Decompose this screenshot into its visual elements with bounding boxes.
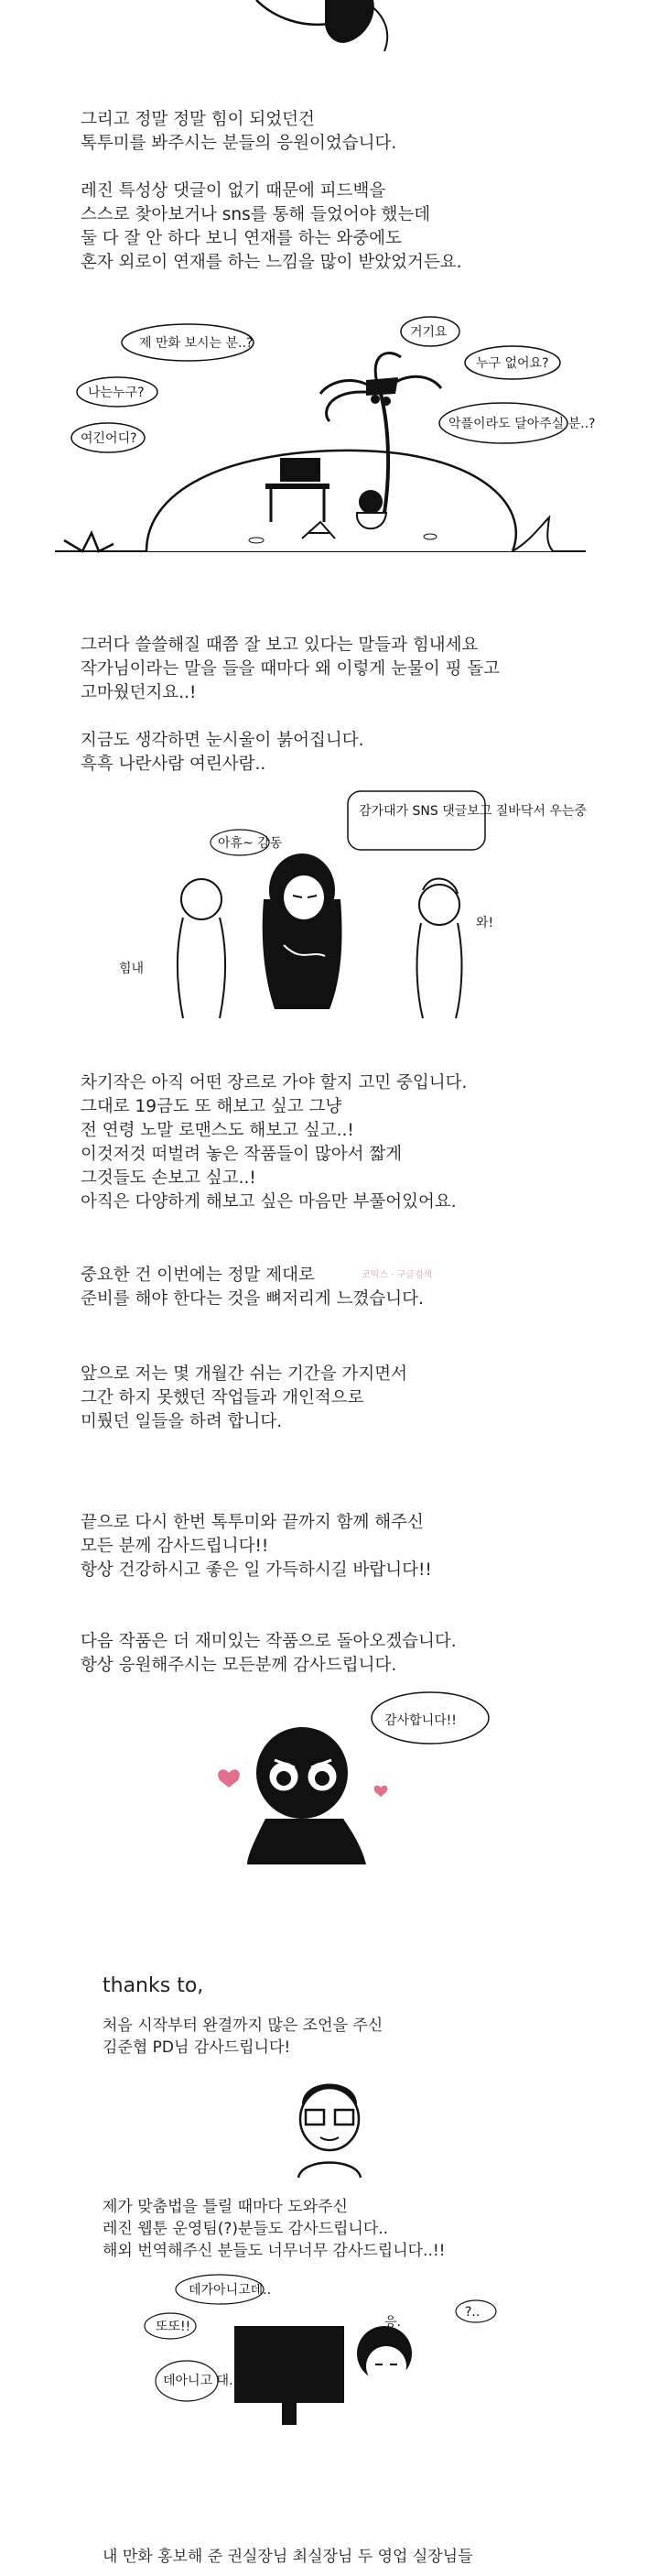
staff-bubble-2: 또또!!: [156, 2320, 191, 2334]
island-bubble-5: 여긴어디?: [81, 431, 137, 446]
text-block-9: 다음 작품은 더 재미있는 작품으로 돌아오겠습니다. 항상 응원해주시는 모든분께 감사드립니다.: [81, 1632, 457, 1675]
watermark: 코믹스 · 구글검색: [362, 1270, 433, 1280]
crowd-bubble-3: 와!: [476, 916, 494, 930]
staff-illustration: [146, 2271, 531, 2491]
island-bubble-6: 악플이라도 달아주실 분..?: [448, 417, 596, 431]
thankyou-illustration: [211, 1681, 522, 1864]
island-bubble-3: 누구 없어요?: [476, 356, 549, 371]
text-block-5: 차기작은 아직 어떤 장르로 가야 할지 고민 중입니다. 그대로 19금도 또 해보고 싶고 그냥 전 연령 노말 로맨스도 해보고 싶고..! 이것저것 떠벌려 놓은 작품들이 많아서 짧게 그것들도 손보고 싶고..! 아직은 다양하게 해보고 싶은 마음만 부풀어있어요.: [81, 1073, 468, 1212]
staff-bubble-1: 데가아니고데..: [189, 2283, 272, 2298]
island-bubble-2: 거기요: [410, 325, 448, 340]
crowd-bubble-1: 아휴~ 감동: [218, 836, 283, 851]
text-block-4: 지금도 생각하면 눈시울이 붉어집니다. 흑흑 나란사람 여린사람..: [81, 731, 364, 774]
text-block-7: 앞으로 저는 몇 개월간 쉬는 기간을 가지면서 그간 하지 못했던 작업들과 개인적으로 미뤘던 일들을 하려 합니다.: [81, 1364, 407, 1431]
thanks-block-2: 제가 맞춤법을 틀릴 때마다 도와주신 레진 웹툰 운영팀(?)분들도 감사드립니다.. 해외 번역해주신 분들도 너무너무 감사드립니다..!!: [103, 2198, 446, 2260]
heart-icon: [374, 1786, 388, 1797]
text-block-8: 끝으로 다시 한번 톡투미와 끝까지 함께 해주신 모든 분께 감사드립니다!! 항상 건강하시고 좋은 일 가득하시길 바랍니다!!: [81, 1513, 432, 1580]
thanks-block-1: 처음 시작부터 완결까지 많은 조언을 주신 김준협 PD님 감사드립니다!: [103, 2016, 384, 2057]
crowd-bubble-2: 힘내: [119, 962, 145, 976]
crowd-illustration: [119, 789, 587, 1027]
pd-portrait-illustration: [265, 2068, 394, 2178]
island-bubble-4: 나는누구?: [88, 386, 145, 400]
text-block-3: 그러다 쓸쓸해질 때쯤 잘 보고 있다는 말들과 힘내세요 작가님이라는 말을 들을 때마다 왜 이렇게 눈물이 핑 돌고 고마웠던지요..!: [81, 636, 501, 702]
island-bubble-1: 제 만화 보시는 분..?: [139, 336, 254, 351]
staff-bubble-5: 응.: [384, 2315, 401, 2330]
thanks-heading: thanks to,: [103, 1974, 204, 1997]
thanks-block-3: 내 만화 홍보해 준 권실장님 최실장님 두 영업 실장님들: [103, 2548, 473, 2566]
text-block-2: 레진 특성상 댓글이 없기 때문에 피드백을 스스로 찾아보거나 sns를 통해 들었어야 했는데 둘 다 잘 안 하다 보니 연재를 하는 와중에도 혼자 외로이 연재를 하는 느낌을 많이 받았었거든요.: [81, 181, 462, 272]
text-block-1: 그리고 정말 정말 힘이 되었던건 톡투미를 봐주시는 분들의 응원이었습니다.: [81, 110, 397, 153]
sns-bubble-line: 감가대가 SNS 댓글보고 질바닥서 우는중: [359, 804, 587, 819]
heart-icon: [218, 1769, 240, 1788]
staff-bubble-4: ?..: [465, 2305, 481, 2320]
top-illustration: [220, 0, 403, 66]
staff-bubble-3: 데아니고 대..: [163, 2374, 237, 2388]
thank-bubble: 감사합니다!!: [384, 1713, 457, 1728]
text-block-6: 중요한 건 이번에는 정말 제대로 준비를 해야 한다는 것을 뼈저리게 느꼈습니다.: [81, 1266, 424, 1309]
island-illustration: [55, 293, 604, 568]
